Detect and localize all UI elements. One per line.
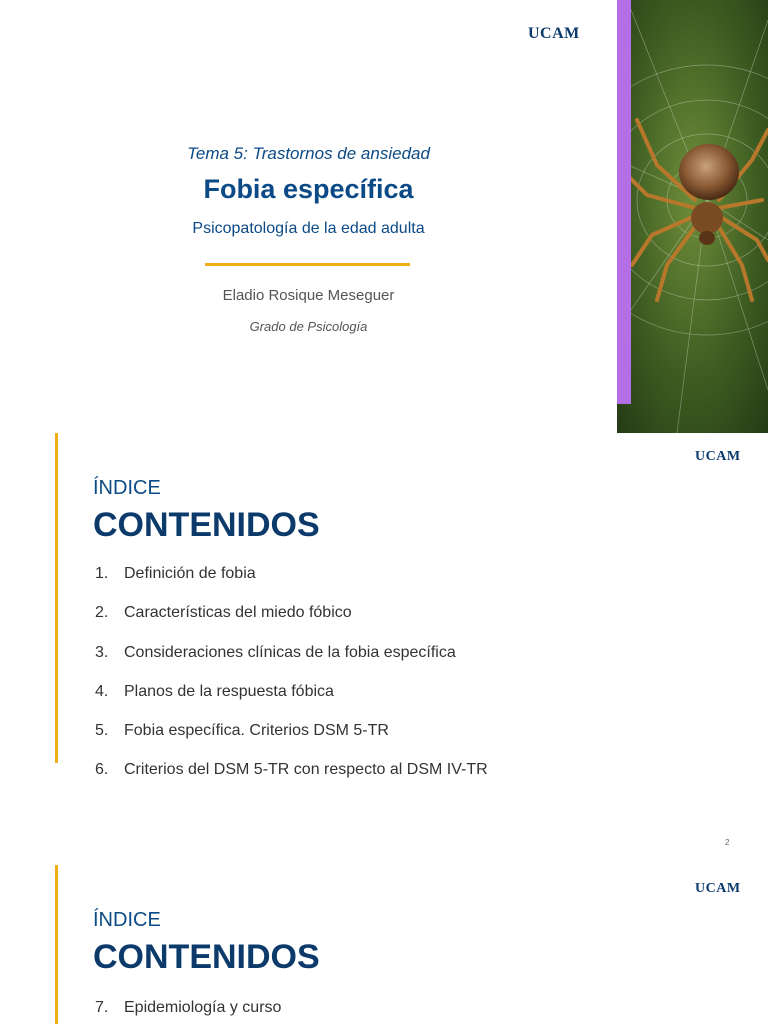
list-item: 6. Criterios del DSM 5-TR con respecto al DSM IV-TR bbox=[95, 761, 488, 779]
section-label: ÍNDICE bbox=[93, 477, 161, 499]
photo-accent-bar bbox=[617, 0, 631, 404]
contents-list bbox=[95, 999, 281, 1024]
section-heading: CONTENIDOS bbox=[93, 938, 320, 976]
accent-bar bbox=[55, 433, 58, 763]
degree-label: Grado de Psicología bbox=[249, 319, 368, 334]
list-item: 4. Planos de la respuesta fóbica bbox=[95, 682, 334, 700]
subtitle: Psicopatología de la edad adulta bbox=[192, 220, 425, 237]
index-slide-1 bbox=[0, 433, 768, 865]
ucam-logo: UCAM bbox=[695, 449, 741, 464]
author-name: Eladio Rosique Meseguer bbox=[222, 287, 395, 304]
ucam-logo: UCAM bbox=[695, 881, 741, 896]
title-divider bbox=[205, 263, 410, 266]
list-item: 5. Fobia específica. Criterios DSM 5-TR bbox=[95, 722, 389, 740]
ucam-logo: UCAM bbox=[528, 25, 580, 42]
section-heading: CONTENIDOS bbox=[93, 506, 320, 544]
accent-bar bbox=[55, 865, 58, 1024]
page-number: 2 bbox=[725, 838, 730, 847]
page-title: Fobia específica bbox=[203, 174, 414, 204]
list-item: 1. Definición de fobia bbox=[95, 565, 256, 582]
list-item: 7. Epidemiología y curso bbox=[95, 999, 282, 1016]
spider-photo-icon bbox=[617, 0, 768, 433]
cover-slide bbox=[0, 0, 768, 433]
section-label: ÍNDICE bbox=[93, 909, 161, 931]
topic-label: Tema 5: Trastornos de ansiedad bbox=[187, 144, 430, 163]
list-item: 2. Características del miedo fóbico bbox=[95, 604, 352, 622]
contents-list bbox=[95, 565, 488, 801]
list-item: 3. Consideraciones clínicas de la fobia específica bbox=[95, 643, 456, 661]
index-slide-2 bbox=[0, 865, 768, 1024]
